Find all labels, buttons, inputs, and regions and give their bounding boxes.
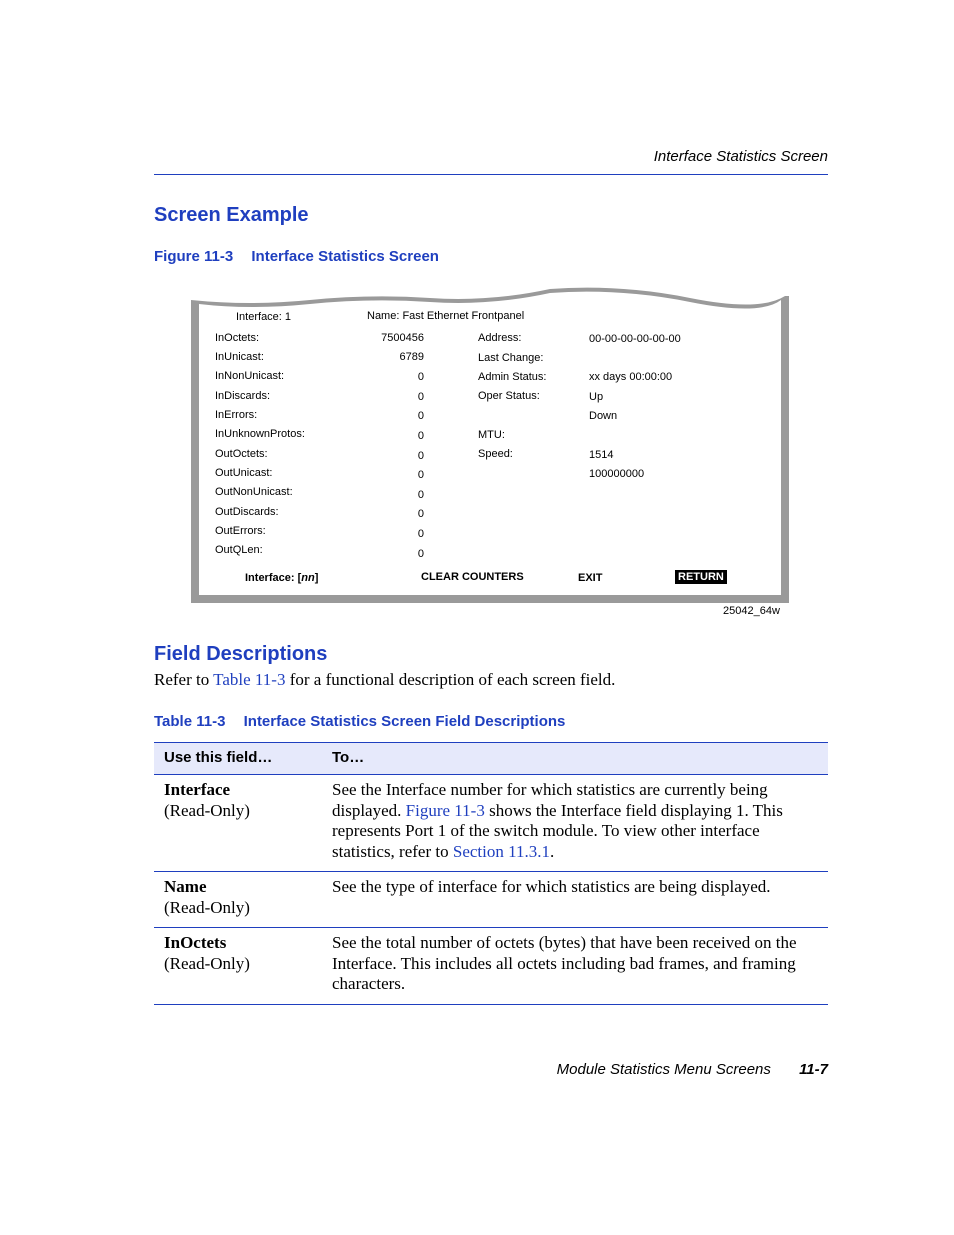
screen-example-heading: Screen Example (154, 204, 309, 226)
stat-label: InNonUnicast: (215, 370, 285, 382)
status-value: 100000000 (589, 468, 645, 480)
header-rule (154, 174, 828, 175)
exit-command[interactable]: EXIT (578, 572, 603, 584)
description-text: . (549, 841, 555, 861)
column-header: Use this field… (154, 743, 322, 775)
description-cell (322, 775, 828, 872)
stat-label: InDiscards: (215, 390, 271, 402)
table-row (154, 872, 828, 928)
stat-label: OutOctets: (215, 448, 268, 460)
field-descriptions-table (154, 742, 828, 1005)
stat-value: 0 (417, 430, 424, 442)
intro-paragraph (154, 670, 615, 690)
column-header: To… (322, 743, 828, 775)
field-name: Interface (164, 780, 231, 799)
stat-label: InUnknownProtos: (215, 428, 305, 440)
stat-value: 0 (417, 528, 424, 540)
status-value: Up (589, 391, 604, 403)
table-link[interactable]: Table 11-3 (213, 670, 286, 689)
description-text: See the Interface number for which statistics are currently being displayed. (332, 780, 768, 820)
stat-label: InUnicast: (215, 351, 264, 363)
description-cell (322, 872, 828, 928)
interface-prompt-text: Interface: [ (245, 572, 302, 584)
stat-value: 0 (417, 450, 424, 462)
status-label: Admin Status: (478, 371, 547, 383)
figure-id: 25042_64w (723, 605, 780, 617)
stat-label: InErrors: (215, 409, 258, 421)
description-text: shows the Interface field displaying 1. This represents Port 1 of the switch module. To view other interface statistics, refer to (332, 800, 783, 861)
status-label: MTU: (478, 429, 505, 441)
table-row (154, 775, 828, 872)
status-label: Address: (478, 332, 522, 344)
stat-label: OutQLen: (215, 544, 263, 556)
intro-text: for a functional description of each screen field. (285, 670, 616, 689)
intro-text: Refer to (154, 670, 214, 689)
table-header-row (154, 743, 828, 775)
description-cell (322, 928, 828, 1005)
stat-label: OutDiscards: (215, 506, 279, 518)
status-value: Down (589, 410, 618, 422)
name-label: Name: Fast Ethernet Frontpanel (367, 310, 525, 322)
stat-label: OutErrors: (215, 525, 266, 537)
stat-label: OutNonUnicast: (215, 486, 293, 498)
status-label: Speed: (478, 448, 513, 460)
figure-number: Figure 11-3 (154, 248, 234, 265)
clear-counters-command[interactable]: CLEAR COUNTERS (421, 571, 524, 583)
footer-title: Module Statistics Menu Screens (556, 1061, 771, 1078)
status-value: 00-00-00-00-00-00 (589, 333, 681, 345)
stat-value: 0 (417, 489, 424, 501)
table-number: Table 11-3 (154, 713, 226, 730)
interface-label: Interface: 1 (236, 311, 292, 323)
screen-figure (190, 286, 790, 604)
field-cell (154, 775, 322, 872)
stat-value: 7500456 (381, 332, 424, 344)
field-qualifier: (Read-Only) (164, 800, 250, 820)
stat-label: OutUnicast: (215, 467, 273, 479)
return-command[interactable]: RETURN (675, 570, 727, 584)
description-text: See the type of interface for which statistics are being displayed. (332, 877, 771, 896)
description-text: See the total number of octets (bytes) that have been received on the Interface. This includes all octets including bad frames, and framing characters. (332, 933, 797, 993)
interface-input-prompt[interactable] (245, 572, 318, 584)
field-name: Name (164, 877, 207, 896)
table-caption (154, 713, 565, 730)
status-label: Oper Status: (478, 390, 540, 402)
stat-value: 0 (417, 371, 424, 383)
field-descriptions-heading: Field Descriptions (154, 643, 328, 665)
stat-value: 0 (417, 469, 424, 481)
status-value: xx days 00:00:00 (589, 371, 673, 383)
figure-caption (154, 248, 439, 265)
field-qualifier: (Read-Only) (164, 897, 250, 917)
stat-value: 0 (417, 410, 424, 422)
page-number: 11-7 (799, 1061, 828, 1078)
table-row (154, 928, 828, 1005)
page-footer (557, 1061, 828, 1078)
interface-input-var[interactable]: nn (301, 572, 315, 584)
stat-value: 0 (417, 391, 424, 403)
field-name: InOctets (164, 933, 227, 952)
field-cell (154, 928, 322, 1005)
running-header: Interface Statistics Screen (653, 148, 828, 165)
figure-title: Interface Statistics Screen (251, 248, 439, 265)
table-title: Interface Statistics Screen Field Descriptions (243, 713, 566, 730)
stat-value: 6789 (399, 351, 424, 363)
stat-value: 0 (417, 548, 424, 560)
status-value: 1514 (589, 449, 614, 461)
field-qualifier: (Read-Only) (164, 953, 250, 973)
figure-link[interactable]: Figure 11-3 (405, 800, 485, 820)
field-cell (154, 872, 322, 928)
interface-prompt-close: ] (314, 572, 319, 584)
section-link[interactable]: Section 11.3.1 (452, 841, 550, 861)
status-label: Last Change: (478, 352, 544, 364)
stat-value: 0 (417, 508, 424, 520)
stat-label: InOctets: (215, 332, 260, 344)
